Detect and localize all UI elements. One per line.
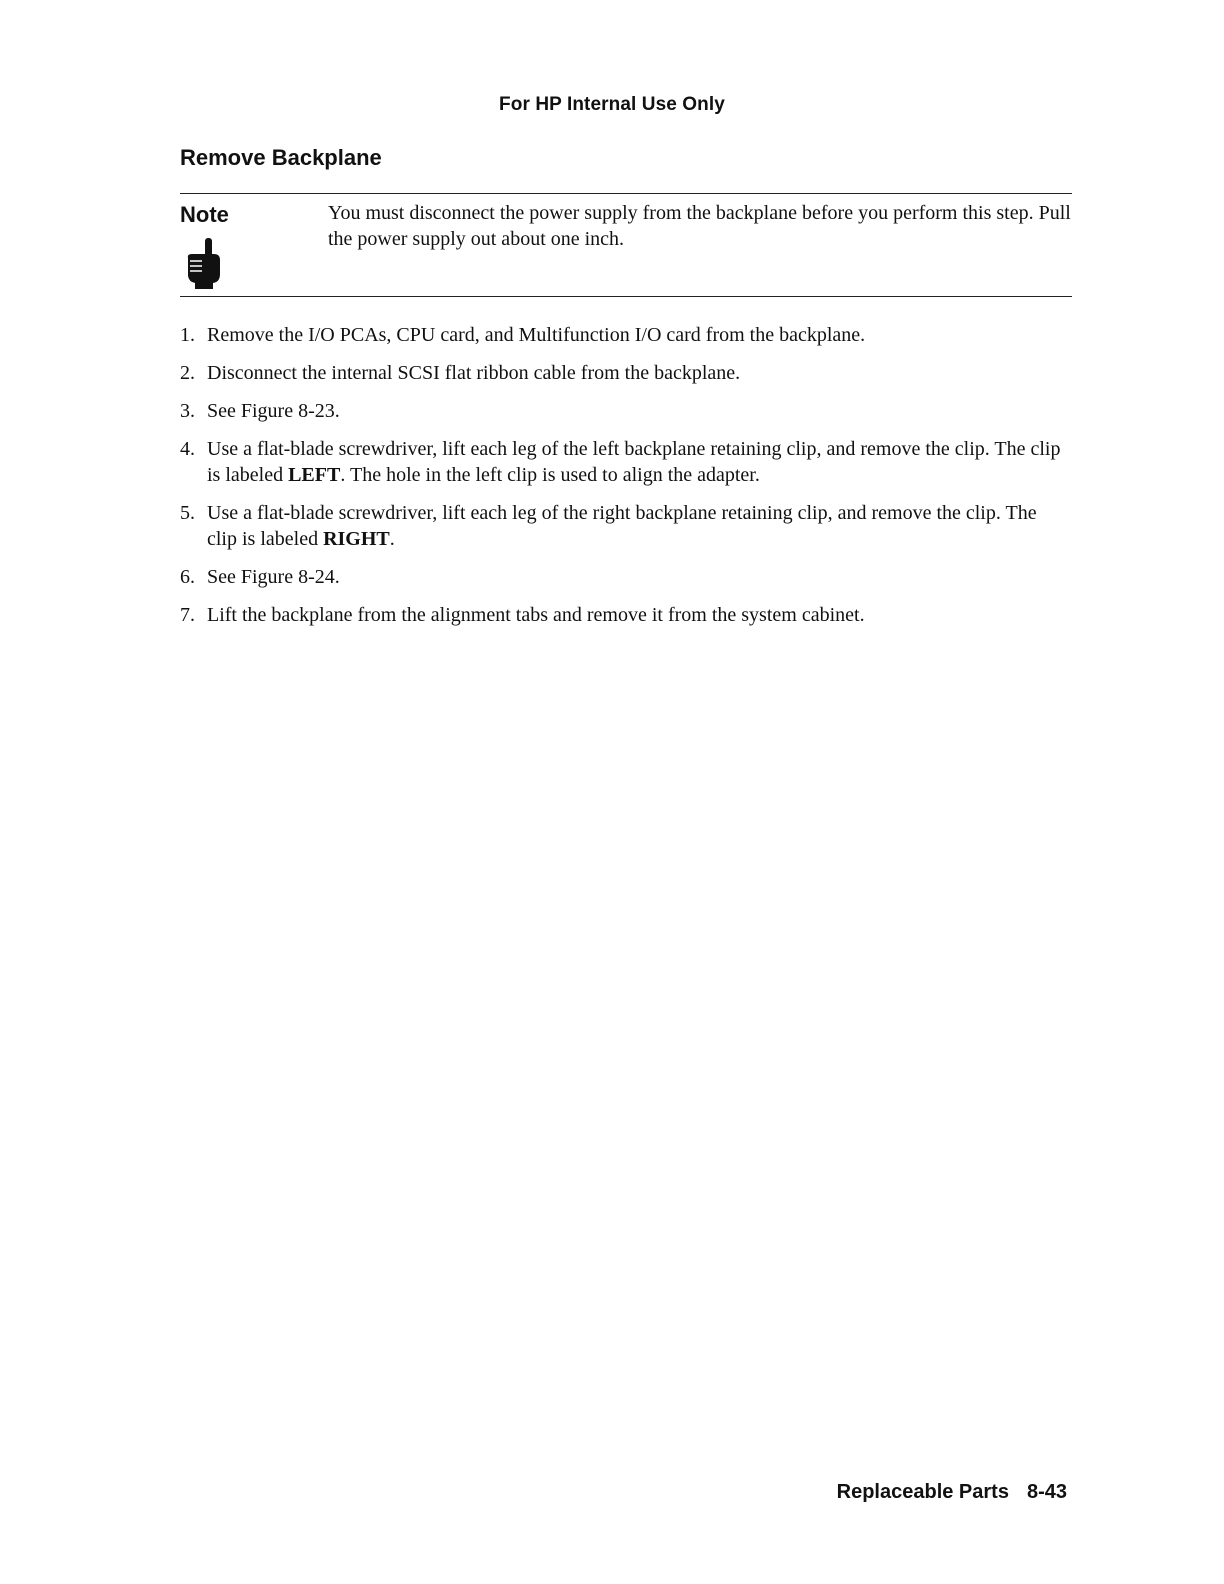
step-item <box>180 564 1070 590</box>
step-text-part: Use a flat-blade screwdriver, lift each leg of the right backplane retaining clip, and remove the clip. The clip is labeled <box>207 502 1037 550</box>
step-number: 2. <box>180 362 195 384</box>
clip-label-left: LEFT <box>288 464 341 486</box>
step-item <box>180 360 1070 386</box>
step-text-part: . <box>389 528 395 550</box>
step-text: See Figure 8-23. <box>207 400 340 422</box>
note-text: You must disconnect the power supply from the backplane before you perform this step. Pull the power supply out about one inch. <box>328 202 1071 250</box>
step-item <box>180 322 1070 348</box>
procedure-steps <box>180 322 1070 640</box>
step-item <box>180 602 1070 628</box>
step-text: Lift the backplane from the alignment tabs and remove it from the system cabinet. <box>207 604 865 626</box>
step-number: 1. <box>180 324 195 346</box>
note-top-rule <box>180 193 1072 194</box>
step-item <box>180 398 1070 424</box>
step-number: 4. <box>180 438 195 460</box>
step-text <box>207 502 1037 550</box>
step-item <box>180 436 1070 488</box>
pointing-hand-icon <box>183 236 223 290</box>
page-number: 8-43 <box>1026 1481 1067 1503</box>
footer-section-name: Replaceable Parts <box>836 1481 1009 1503</box>
step-item <box>180 500 1070 552</box>
note-label: Note <box>180 202 229 227</box>
section-title: Remove Backplane <box>180 145 382 170</box>
note-bottom-rule <box>180 296 1072 297</box>
page-footer <box>837 1481 1067 1504</box>
clip-label-right: RIGHT <box>323 528 390 550</box>
step-text: Remove the I/O PCAs, CPU card, and Multifunction I/O card from the backplane. <box>207 324 866 346</box>
step-number: 6. <box>180 566 195 588</box>
page-header: For HP Internal Use Only <box>499 94 725 115</box>
step-number: 5. <box>180 502 195 524</box>
step-text: Disconnect the internal SCSI flat ribbon cable from the backplane. <box>207 362 741 384</box>
step-number: 7. <box>180 604 195 626</box>
step-text-part: . The hole in the left clip is used to align the adapter. <box>340 464 760 486</box>
step-text <box>207 438 1060 486</box>
step-number: 3. <box>180 400 195 422</box>
step-text-part: Use a flat-blade screwdriver, lift each leg of the left backplane retaining clip, and remove the clip. The clip is labeled <box>207 438 1061 486</box>
step-text: See Figure 8-24. <box>207 566 340 588</box>
